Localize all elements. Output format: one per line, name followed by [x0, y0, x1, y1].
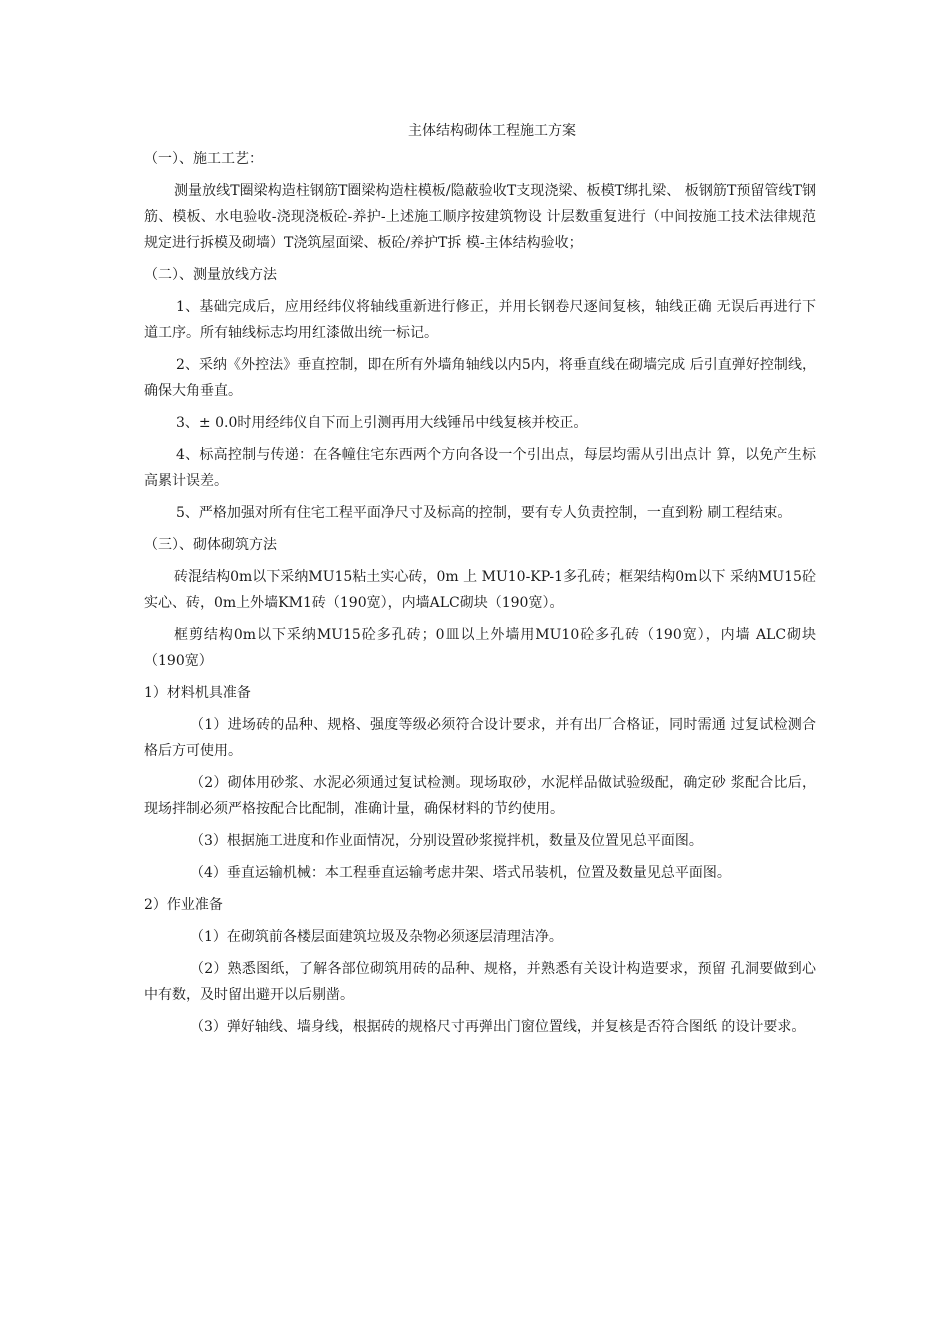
- paragraph-masonry-1: 砖混结构0m以下采纳MU15粘土实心砖，0m 上 MU10-KP-1多孔砖；框架结构0m以下 采纳MU15砼实心、砖，0m上外墙KM1砖（190宽），内墙ALC砌块（190宽）。: [144, 569, 816, 611]
- paragraph-survey-2: 2、采纳《外控法》垂直控制，即在所有外墙角轴线以内5内，将垂直线在砌墙完成 后引直弹好控制线，确保大角垂直。: [144, 357, 816, 399]
- paragraph-survey-5: 5、严格加强对所有住宅工程平面净尺寸及标高的控制，要有专人负责控制，一直到粉 刷工程结束。: [176, 505, 792, 521]
- paragraph-survey-3: 3、± 0.0时用经纬仪自下而上引测再用大线锤吊中线复核并校正。: [176, 415, 588, 431]
- subheading-materials: 1）材料机具准备: [144, 685, 251, 701]
- document-title: 主体结构砌体工程施工方案: [408, 123, 576, 139]
- paragraph-masonry-2: 框剪结构0m以下采纳MU15砼多孔砖；0皿以上外墙用MU10砼多孔砖（190宽），内墙 ALC砌块（190宽）: [144, 627, 816, 669]
- document-body: [144, 146, 816, 1046]
- section-heading-1: （一）、施工工艺：: [144, 151, 263, 167]
- paragraph-prep-2: （2）熟悉图纸，了解各部位砌筑用砖的品种、规格，并熟悉有关设计构造要求，预留 孔洞要做到心中有数，及时留出避开以后剔凿。: [144, 961, 816, 1003]
- paragraph-process: 测量放线T圈梁构造柱钢筋T圈梁构造柱模板/隐蔽验收T支现浇梁、板模T绑扎梁、 板钢筋T预留管线T钢筋、模板、水电验收-浇现浇板砼-养护-上述施工顺序按建筑物设 计层数重复进行（中间按施工技术法律规范规定进行拆模及砌墙）T浇筑屋面梁、板砼/养护T拆 模-主体结构验收；: [144, 183, 816, 251]
- paragraph-materials-1: （1）进场砖的品种、规格、强度等级必须符合设计要求，并有出厂合格证，同时需通 过复试检测合格后方可使用。: [144, 717, 816, 759]
- subheading-work-prep: 2）作业准备: [144, 897, 223, 913]
- section-heading-2: （二）、测量放线方法: [144, 267, 277, 283]
- paragraph-survey-4: 4、标高控制与传递：在各幢住宅东西两个方向各设一个引出点，每层均需从引出点计 算，以免产生标高累计误差。: [144, 447, 816, 489]
- paragraph-prep-1: （1）在砌筑前各楼层面建筑垃圾及杂物必须逐层清理洁净。: [190, 929, 563, 945]
- paragraph-materials-4: （4）垂直运输机械：本工程垂直运输考虑井架、塔式吊装机，位置及数量见总平面图。: [190, 865, 731, 881]
- paragraph-prep-3: （3）弹好轴线、墙身线，根据砖的规格尺寸再弹出门窗位置线，并复核是否符合图纸 的设计要求。: [190, 1019, 806, 1035]
- paragraph-survey-1: 1、基础完成后，应用经纬仪将轴线重新进行修正，并用长钢卷尺逐间复核，轴线正确 无误后再进行下道工序。所有轴线标志均用红漆做出统一标记。: [144, 299, 816, 341]
- section-heading-3: （三）、砌体砌筑方法: [144, 537, 277, 553]
- paragraph-materials-3: （3）根据施工进度和作业面情况，分别设置砂浆搅拌机，数量及位置见总平面图。: [190, 833, 703, 849]
- paragraph-materials-2: （2）砌体用砂浆、水泥必须通过复试检测。现场取砂，水泥样品做试验级配，确定砂 浆配合比后，现场拌制必须严格按配合比配制，准确计量，确保材料的节约使用。: [144, 775, 816, 817]
